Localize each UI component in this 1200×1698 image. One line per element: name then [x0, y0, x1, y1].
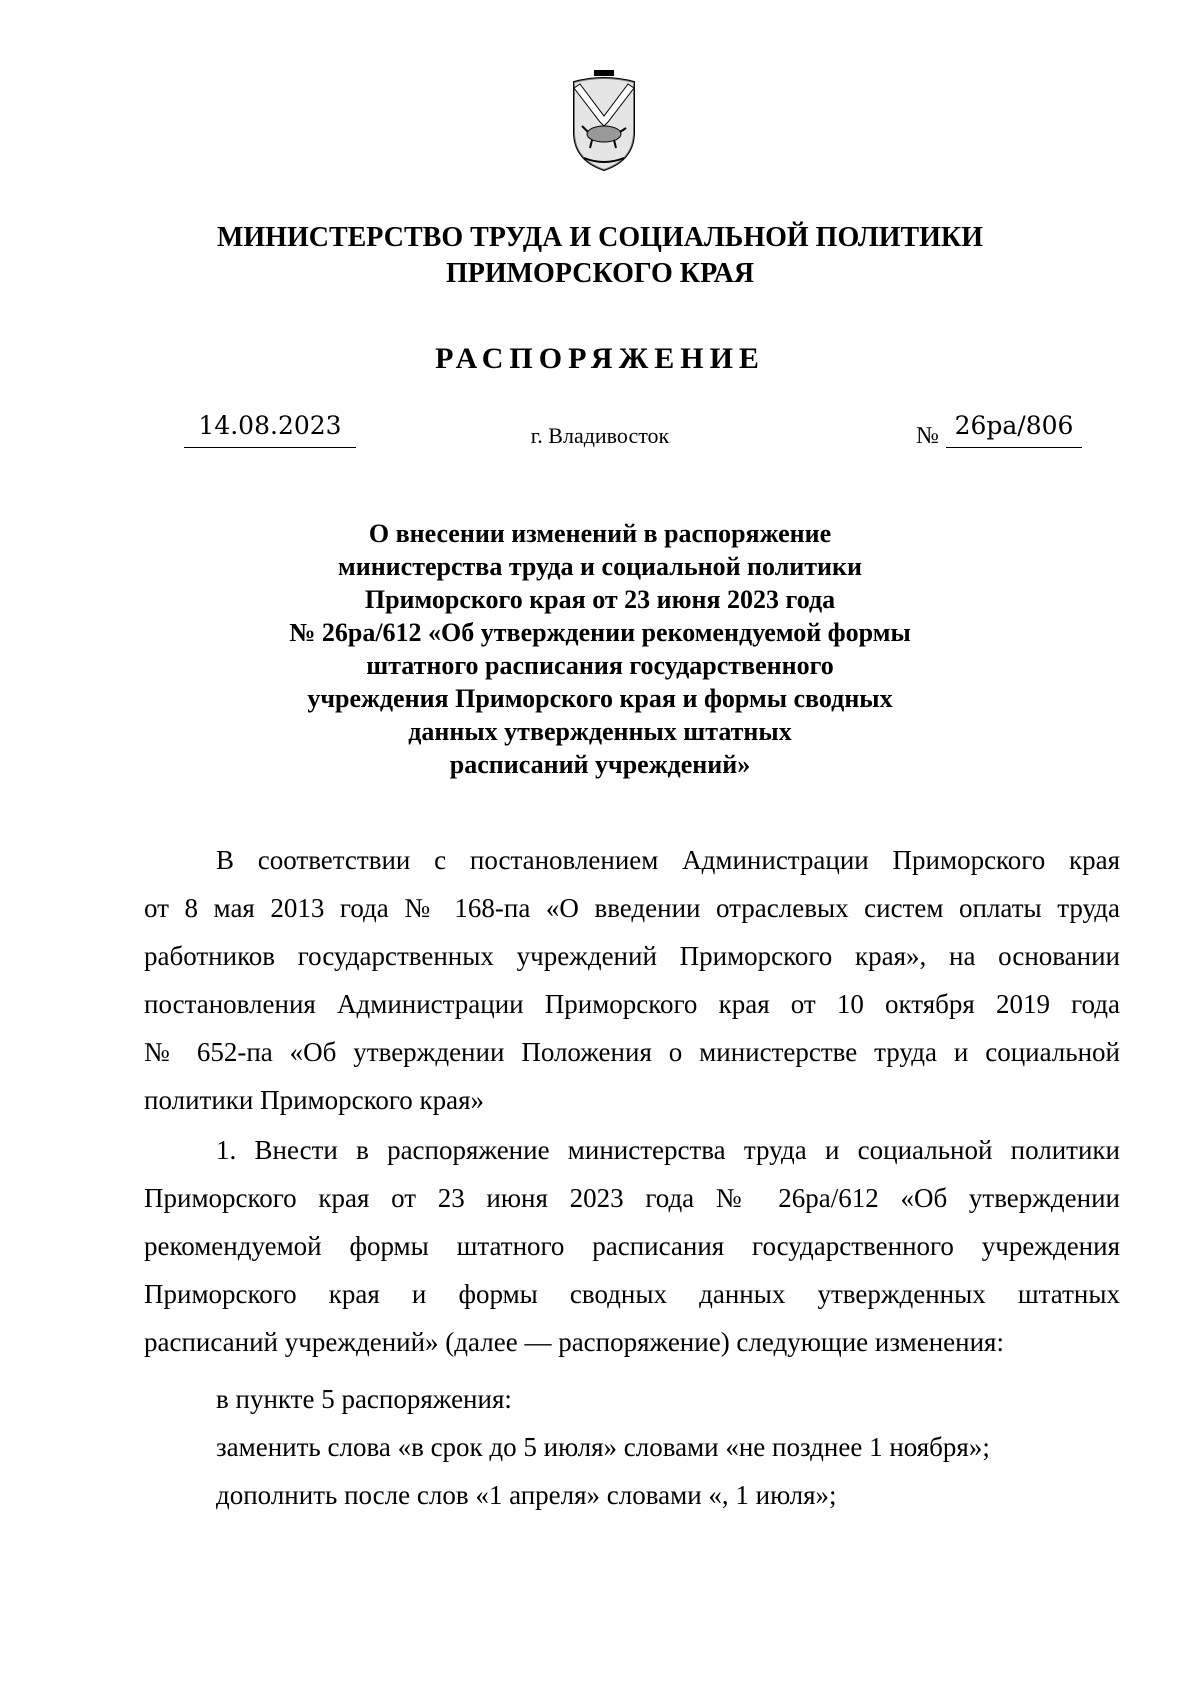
coat-of-arms-emblem — [570, 70, 638, 174]
number-sign: № — [916, 423, 939, 449]
subject-line: штатного расписания государственного — [366, 651, 834, 680]
paragraph-line: Приморского края и формы сводных данных утвержденных штатных — [144, 1279, 1120, 1309]
document-number: 26ра/806 — [954, 411, 1074, 440]
paragraph-line: от 8 мая 2013 года № 168-па «О введении отраслевых систем оплаты труда — [144, 893, 1120, 923]
subject-line: № 26ра/612 «Об утверждении рекомендуемой формы — [289, 618, 911, 647]
document-date: 14.08.2023 — [198, 411, 342, 440]
paragraph-line: постановления Администрации Приморского края от 10 октября 2019 года — [144, 989, 1120, 1019]
subject-line: учреждения Приморского края и формы сводных — [307, 684, 893, 713]
subject-line: О внесении изменений в распоряжение — [368, 519, 832, 548]
ministry-name-line-1: МИНИСТЕРСТВО ТРУДА И СОЦИАЛЬНОЙ ПОЛИТИКИ — [216, 222, 984, 253]
paragraph-line: В соответствии с постановлением Администрации Приморского края — [216, 845, 1120, 875]
paragraph-line: расписаний учреждений» (далее — распоряжение) следующие изменения: — [144, 1327, 1004, 1357]
item-change-1: заменить слова «в срок до 5 июля» словами «не позднее 1 ноября»; — [216, 1432, 990, 1462]
subject-line: министерства труда и социальной политики — [338, 552, 862, 581]
item-change-2: дополнить после слов «1 апреля» словами «, 1 июля»; — [216, 1480, 837, 1510]
document-type-title: РАСПОРЯЖЕНИЕ — [435, 342, 765, 375]
number-underline — [946, 447, 1082, 448]
paragraph-line: Приморского края от 23 июня 2023 года № 26ра/612 «Об утверждении — [144, 1183, 1120, 1213]
paragraph-preamble — [144, 836, 1120, 1124]
item-intro: в пункте 5 распоряжения: — [216, 1384, 512, 1414]
subject-line: данных утвержденных штатных — [408, 717, 792, 746]
ministry-name-line-2: ПРИМОРСКОГО КРАЯ — [445, 258, 755, 289]
paragraph-item-1 — [144, 1126, 1120, 1366]
paragraph-line: работников государственных учреждений Приморского края», на основании — [144, 941, 1120, 971]
subject-line: расписаний учреждений» — [449, 750, 751, 779]
paragraph-line: рекомендуемой формы штатного расписания государственного учреждения — [144, 1231, 1120, 1261]
paragraph-line: политики Приморского края» — [144, 1085, 485, 1115]
paragraph-line: № 652-па «Об утверждении Положения о министерстве труда и социальной — [144, 1037, 1120, 1067]
paragraph-line: 1. Внести в распоряжение министерства труда и социальной политики — [216, 1135, 1120, 1165]
document-city: г. Владивосток — [530, 423, 670, 448]
subject-line: Приморского края от 23 июня 2023 года — [364, 585, 836, 614]
